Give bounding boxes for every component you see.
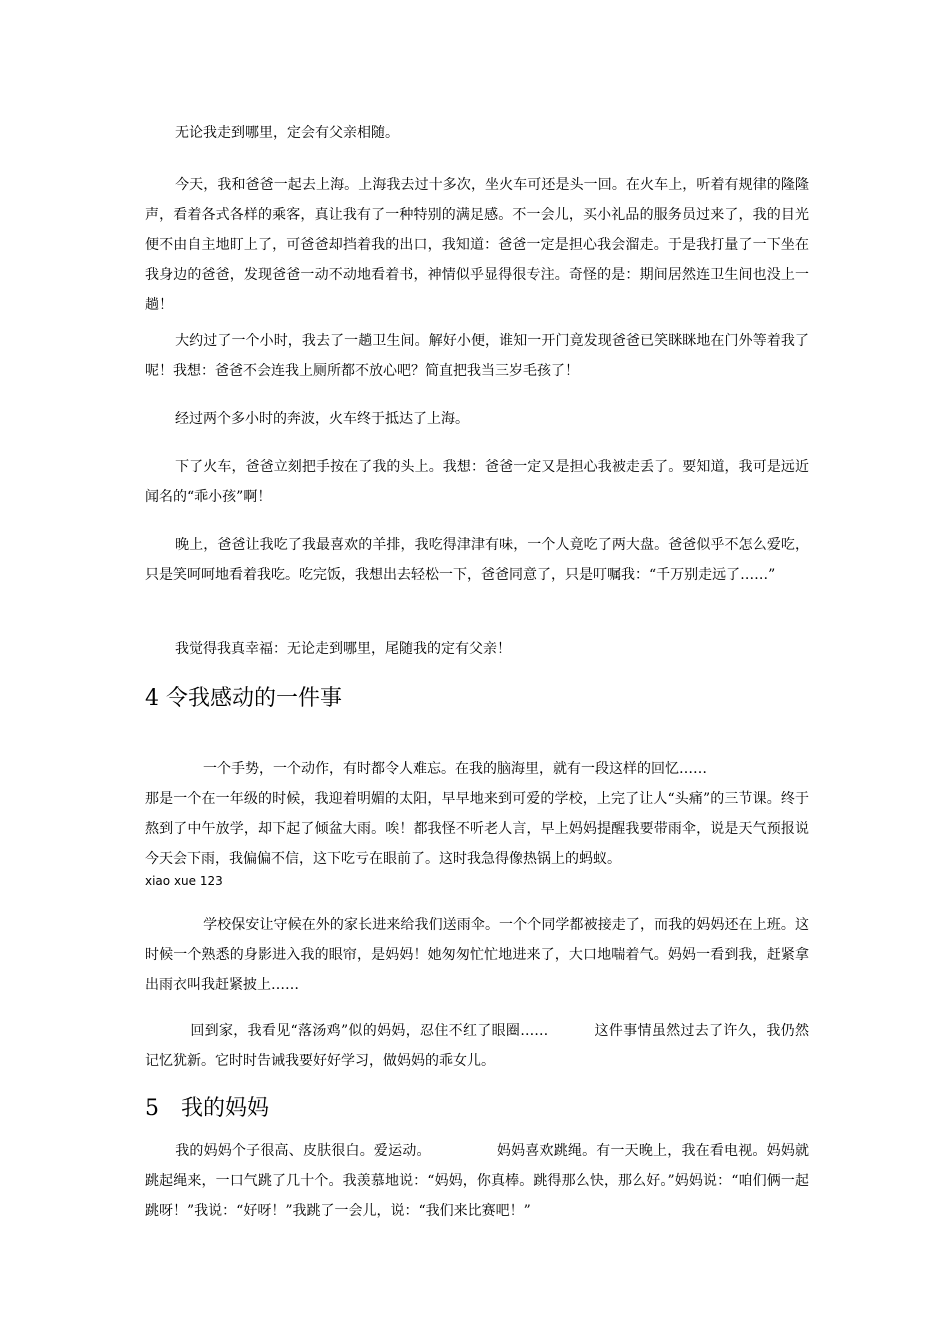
story3-paragraph-5: 下了火车，爸爸立刻把手按在了我的头上。我想：爸爸一定又是担心我被走丢了。要知道，我可是远近闻名的“乖小孩”啊！ [145,459,809,505]
story5-paragraph-1: 我的妈妈个子很高、皮肤很白。爱运动。 妈妈喜欢跳绳。有一天晚上，我在看电视。妈妈就跳起绳来，一口气跳了几十个。我羡慕地说：“妈妈，你真棒。跳得那么快，那么好。”妈妈说：“咱们俩一起跳呀！”我说：“好呀！”我跳了一会儿，说：“我们来比赛吧！” [145,1143,810,1219]
story3-paragraph-6: 晚上，爸爸让我吃了我最喜欢的羊排，我吃得津津有味，一个人竟吃了两大盘。爸爸似乎不怎么爱吃，只是笑呵呵地看着我吃。吃完饭，我想出去轻松一下，爸爸同意了，只是叮嘱我：“千万别走远了……” [145,537,809,583]
story3-paragraph-1: 无论我走到哪里，定会有父亲相随。 [175,125,399,141]
story3-paragraph-3: 大约过了一个小时，我去了一趟卫生间。解好小便，谁知一开门竟发现爸爸已笑眯眯地在门外等着我了呢！我想：爸爸不会连我上厕所都不放心吧？简直把我当三岁毛孩了！ [145,333,809,379]
story3-paragraph-7: 我觉得我真幸福：无论走到哪里，尾随我的定有父亲！ [175,641,511,657]
watermark-text: xiao xue 123 [145,874,223,888]
story3-paragraph-2: 今天，我和爸爸一起去上海。上海我去过十多次，坐火车可还是头一回。在火车上，听着有规律的隆隆声，看着各式各样的乘客，真让我有了一种特别的满足感。不一会儿，买小礼品的服务员过来了，我的目光便不由自主地盯上了，可爸爸却挡着我的出口，我知道：爸爸一定是担心我会溜走。于是我打量了一下坐在我身边的爸爸，发现爸爸一动不动地看着书，神情似乎显得很专注。奇怪的是：期间居然连卫生间也没上一趟！ [145,177,809,313]
story4-paragraph-2: 学校保安让守候在外的家长进来给我们送雨伞。一个个同学都被接走了，而我的妈妈还在上班。这时候一个熟悉的身影进入我的眼帘，是妈妈！她匆匆忙忙地进来了，大口地喘着气。妈妈一看到我，赶紧拿出雨衣叫我赶紧披上…… [145,917,809,993]
story3-paragraph-4: 经过两个多小时的奔波，火车终于抵达了上海。 [175,411,469,427]
story4-title: 4 令我感动的一件事 [145,686,342,711]
story4-paragraph-1: 一个手势，一个动作，有时都令人难忘。在我的脑海里，就有一段这样的回忆…… 那是一个在一年级的时候，我迎着明媚的太阳，早早地来到可爱的学校，上完了让人“头痛”的三节课。终于熬到了中午放学，却下起了倾盆大雨。唉！都我怪不听老人言，早上妈妈提醒我要带雨伞，说是天气预报说今天会下雨，我偏偏不信，这下吃亏在眼前了。这时我急得像热锅上的蚂蚁。 [145,761,809,867]
story4-paragraph-3: 回到家，我看见“落汤鸡”似的妈妈，忍住不红了眼圈…… 这件事情虽然过去了许久，我仍然记忆犹新。它时时告诫我要好好学习，做妈妈的乖女儿。 [145,1023,809,1069]
story5-title: 5 我的妈妈 [145,1096,269,1121]
